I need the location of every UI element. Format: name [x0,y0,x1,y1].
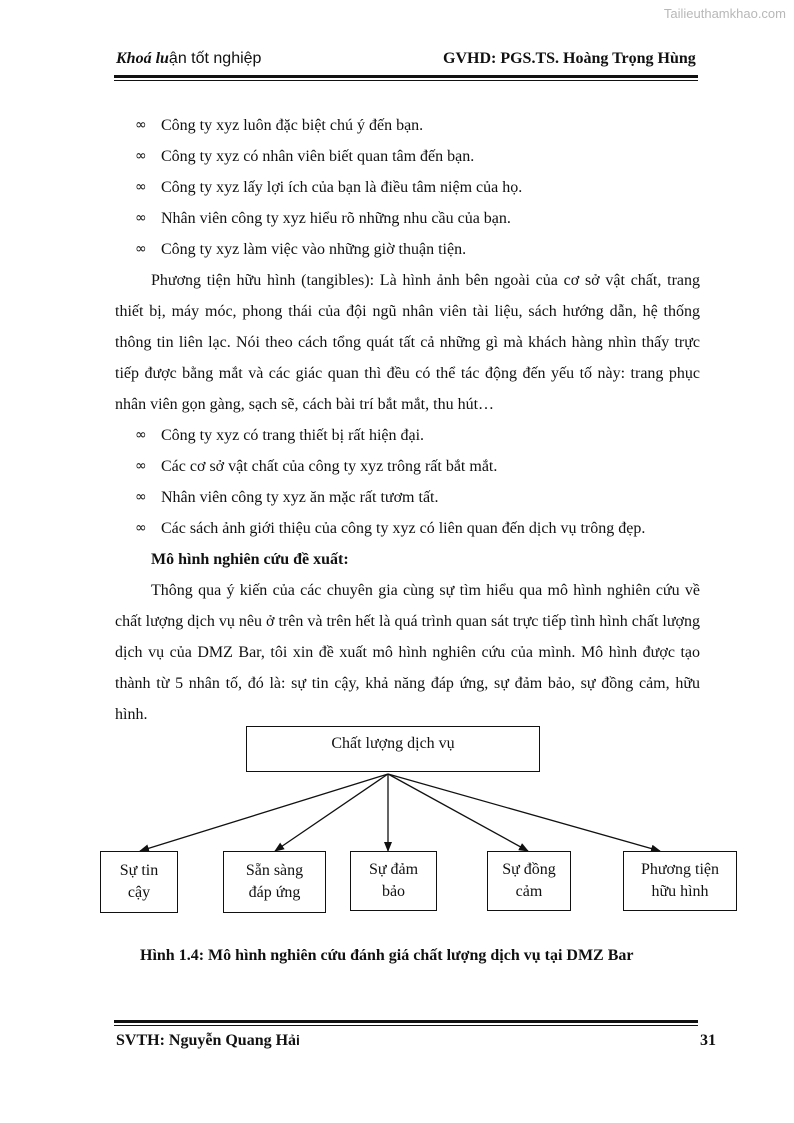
diagram-root-box [246,726,540,772]
arrow-to-factor-5 [388,774,660,851]
watermark: Tailieuthamkhao.com [663,6,786,21]
bullet-item: ∞ Các sách ảnh giới thiệu của công ty xyz có liên quan đến dịch vụ trông đẹp. [115,513,700,544]
footer-left: SVTH: Nguyễn Quang Hải [116,1032,300,1049]
bullet-infinity-icon: ∞ [135,179,147,195]
header-left-plain: ận tốt nghiệp [168,50,262,67]
footer-author: SVTH: Nguyễn Quang Hả [116,1032,297,1049]
bullet-item: ∞ Công ty xyz làm việc vào những giờ thuận tiện. [115,234,700,265]
bullet-infinity-icon: ∞ [135,458,147,474]
factor-box-assurance: Sự đảm bảo [350,851,437,911]
footer-rule-thick [114,1020,698,1023]
bullet-item: ∞ Nhân viên công ty xyz ăn mặc rất tươm tất. [115,482,700,513]
page-number: 31 [700,1032,716,1049]
header-right: GVHD: PGS.TS. Hoàng Trọng Hùng [443,50,696,67]
bullet-item: ∞ Nhân viên công ty xyz hiểu rõ những nhu cầu của bạn. [115,203,700,234]
factor-box-reliability: Sự tin cậy [100,851,178,913]
bullet-infinity-icon: ∞ [135,520,147,536]
factor-box-empathy: Sự đồng cảm [487,851,571,911]
bullet-item: ∞ Công ty xyz có trang thiết bị rất hiện đại. [115,420,700,451]
bullet-infinity-icon: ∞ [135,117,147,133]
bullet-item: ∞ Công ty xyz lấy lợi ích của bạn là điều tâm niệm của họ. [115,172,700,203]
header-left-italic: Khoá lu [116,50,169,67]
bullet-infinity-icon: ∞ [135,489,147,505]
bullet-infinity-icon: ∞ [135,427,147,443]
paragraph-tangibles: Phương tiện hữu hình (tangibles): Là hình ảnh bên ngoài của cơ sở vật chất, trang thiết bị, máy móc, phong thái của đội ngũ nhân viên tài liệu, sách hướng dẫn, hệ thống thông tin liên lạc. Nói theo cách tổng quát tất cả những gì mà khách hàng nhìn thấy trực tiếp được bằng mắt và các giác quan thì đều có thể tác động đến yếu tố này: trang phục nhân viên gọn gàng, sạch sẽ, cách bài trí bắt mắt, thu hút… [115,272,700,413]
bullet-infinity-icon: ∞ [135,210,147,226]
section-heading: Mô hình nghiên cứu đề xuất: [151,551,349,568]
bullet-infinity-icon: ∞ [135,241,147,257]
figure-caption: Hình 1.4: Mô hình nghiên cứu đánh giá chất lượng dịch vụ tại DMZ Bar [140,947,634,964]
bullet-item: ∞ Công ty xyz luôn đặc biệt chú ý đến bạn. [115,110,700,141]
diagram-root-label: Chất lượng dịch vụ [331,735,455,752]
bullet-infinity-icon: ∞ [135,148,147,164]
factor-box-responsiveness: Sẵn sàng đáp ứng [223,851,326,913]
arrow-to-factor-4 [388,774,528,851]
footer-rule-thin [114,1025,698,1026]
factor-box-tangibles: Phương tiện hữu hình [623,851,737,911]
bullet-item: ∞ Công ty xyz có nhân viên biết quan tâm đến bạn. [115,141,700,172]
arrow-to-factor-2 [275,774,388,851]
arrow-to-factor-1 [140,774,388,851]
bullet-item: ∞ Các cơ sở vật chất của công ty xyz trông rất bắt mắt. [115,451,700,482]
paragraph-model: Thông qua ý kiến của các chuyên gia cùng sự tìm hiểu qua mô hình nghiên cứu về chất lượng dịch vụ nêu ở trên và trên hết là quá trình quan sát trực tiếp tình hình chất lượng dịch vụ của DMZ Bar, tôi xin đề xuất mô hình nghiên cứu của mình. Mô hình được tạo thành từ 5 nhân tố, đó là: sự tin cậy, khả năng đáp ứng, sự đảm bảo, sự đồng cảm, hữu hình. [115,582,700,723]
